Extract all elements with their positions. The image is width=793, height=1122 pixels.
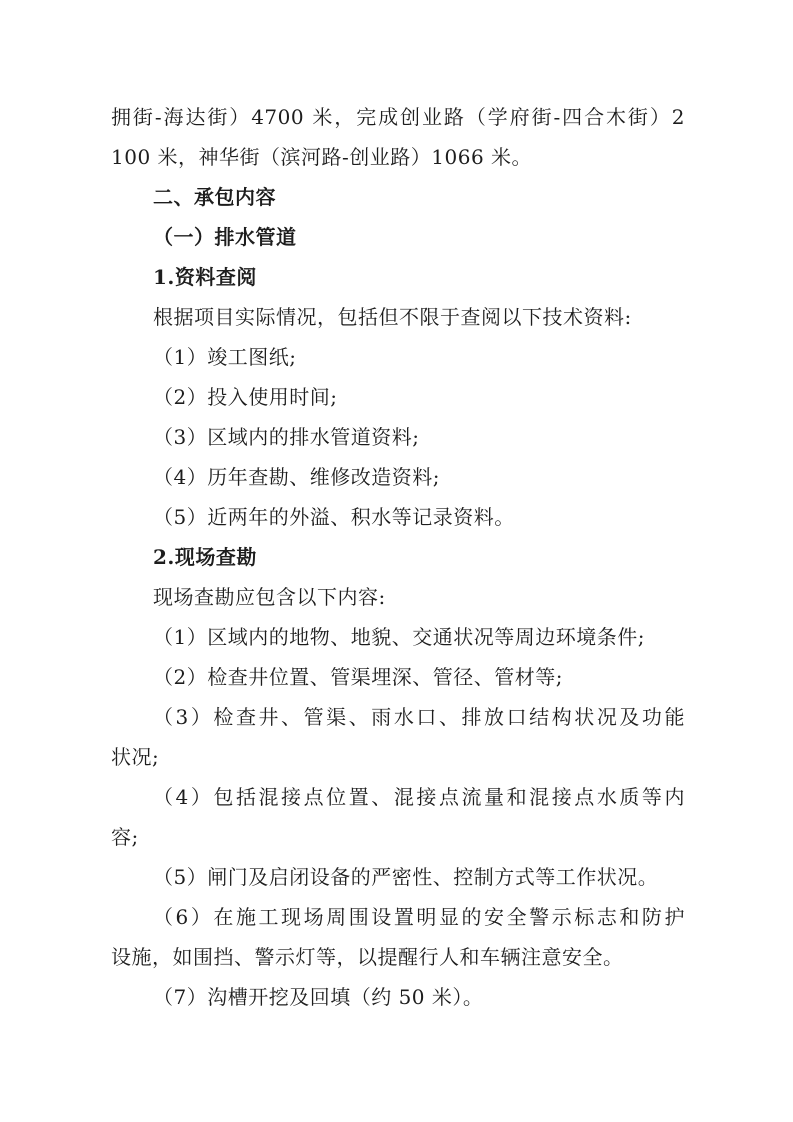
list-item: （4）包括混接点位置、混接点流量和混接点水质等内 [153, 785, 685, 809]
heading-numbered-1: 1.资料查阅 [153, 265, 257, 289]
body-line-continuation: 拥街-海达街）4700 米，完成创业路（学府街-四合木街）2 [111, 105, 685, 129]
list-item-continuation: 容; [111, 825, 139, 849]
list-item: （5）闸门及启闭设备的严密性、控制方式等工作状况。 [153, 865, 659, 889]
heading-numbered-2: 2.现场查勘 [153, 545, 257, 569]
body-line: 根据项目实际情况，包括但不限于查阅以下技术资料: [153, 305, 632, 329]
list-item-continuation: 设施，如围挡、警示灯等，以提醒行人和车辆注意安全。 [111, 945, 624, 969]
list-item: （5）近两年的外溢、积水等记录资料。 [153, 505, 515, 529]
list-item: （2）投入使用时间; [153, 385, 338, 409]
list-item: （3）区域内的排水管道资料; [153, 425, 420, 449]
list-item-continuation: 状况; [111, 745, 160, 769]
list-item: （3）检查井、管渠、雨水口、排放口结构状况及功能 [153, 705, 685, 729]
list-item: （6）在施工现场周围设置明显的安全警示标志和防护 [153, 905, 685, 929]
list-item: （4）历年查勘、维修改造资料; [153, 465, 440, 489]
list-item: （1）竣工图纸; [153, 345, 297, 369]
list-item: （2）检查井位置、管渠埋深、管径、管材等; [153, 665, 563, 689]
body-line: 100 米，神华街（滨河路-创业路）1066 米。 [111, 145, 533, 169]
body-line: 现场查勘应包含以下内容: [153, 585, 386, 609]
list-item: （1）区域内的地物、地貌、交通状况等周边环境条件; [153, 625, 645, 649]
heading-subsection: （一）排水管道 [153, 225, 297, 249]
list-item: （7）沟槽开挖及回填（约 50 米）。 [153, 985, 484, 1009]
document-content [111, 97, 685, 1017]
heading-section: 二、承包内容 [153, 185, 276, 209]
